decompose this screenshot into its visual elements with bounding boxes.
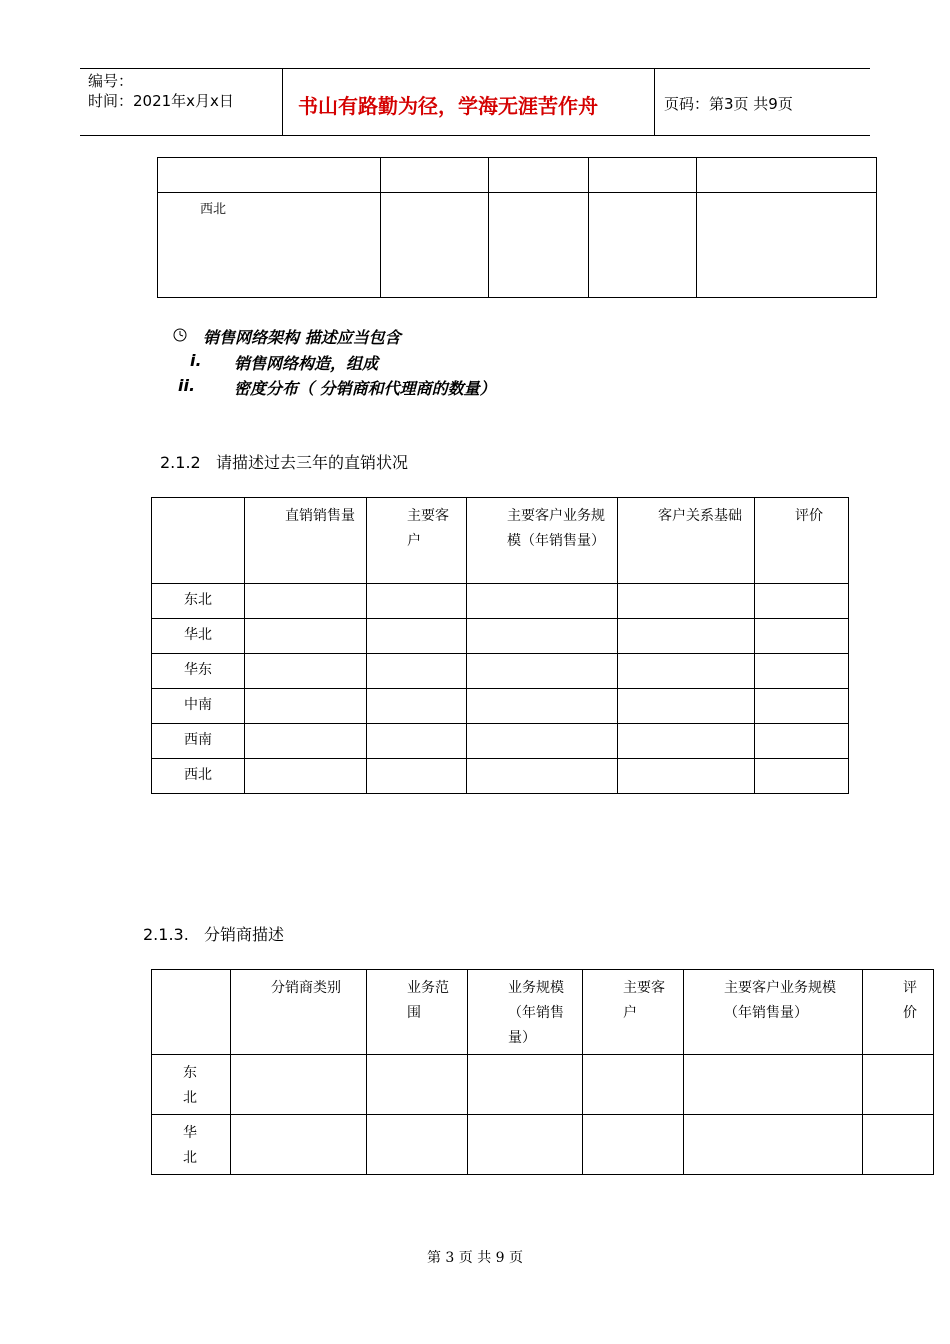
table-row (152, 724, 849, 759)
table-row (152, 759, 849, 794)
column-header: 客户关系基础 (658, 508, 742, 524)
network-item-2: 密度分布（ 分销商和代理商的数量） (234, 379, 496, 398)
column-header: 分销商类别 (271, 980, 341, 996)
header-divider (654, 68, 655, 135)
header-bottom-rule (80, 135, 870, 136)
network-item-2-number: ii. (178, 376, 196, 395)
header-motto: 书山有路勤为径，学海无涯苦作舟 (298, 94, 598, 118)
header-top-rule (80, 68, 870, 69)
network-title: 销售网络架构 描述应当包含 (203, 328, 401, 347)
table-row (152, 584, 849, 619)
direct-sales-heading: 2.1.2 请描述过去三年的直销状况 (160, 453, 408, 472)
table-row (152, 1115, 934, 1175)
region-label: 东北 (183, 1065, 197, 1106)
clock-icon (173, 328, 187, 346)
region-table-continued (157, 157, 877, 298)
column-header: 业务范围 (407, 980, 449, 1021)
direct-sales-table (151, 497, 849, 794)
column-header: 主要客户业务规模（年销售量） (507, 508, 605, 549)
column-header: 主要客户业务规模（年销售量） (724, 980, 836, 1021)
distributors-table (151, 969, 934, 1175)
column-header: 直销销售量 (285, 508, 355, 524)
page-footer: 第 3 页 共 9 页 (426, 1250, 524, 1266)
region-label: 华北 (183, 1125, 197, 1166)
region-label: 西北 (184, 767, 212, 783)
table-row (152, 654, 849, 689)
network-item-1-number: i. (190, 351, 202, 370)
column-header: 评价 (903, 980, 917, 1021)
table-row (152, 619, 849, 654)
document-time-label: 时间：2021年x月x日 (88, 92, 234, 110)
column-header: 评价 (795, 508, 823, 524)
region-label: 华东 (184, 662, 212, 678)
header-divider (282, 68, 283, 135)
column-header: 主要客户 (407, 508, 449, 549)
column-header: 业务规模（年销售量） (508, 980, 564, 1046)
network-item-1: 销售网络构造，组成 (234, 354, 379, 373)
region-label: 东北 (184, 592, 212, 608)
table-row (152, 689, 849, 724)
region-label: 中南 (184, 697, 212, 713)
region-label: 华北 (184, 627, 212, 643)
table-row (152, 1055, 934, 1115)
column-header: 主要客户 (623, 980, 665, 1021)
region-label: 西南 (184, 732, 212, 748)
header-page-label: 页码：第3页 共9页 (664, 95, 793, 113)
document-number-label: 编号： (88, 72, 134, 90)
region-label-northwest: 西北 (200, 202, 227, 217)
distributors-heading: 2.1.3. 分销商描述 (143, 925, 285, 944)
